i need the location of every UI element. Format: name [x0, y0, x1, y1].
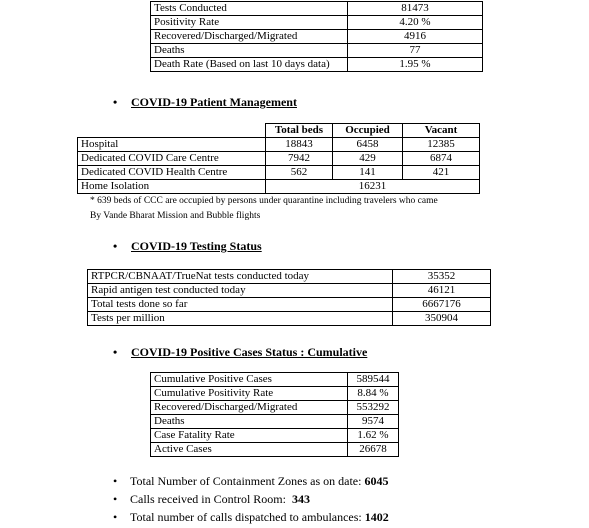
containment-zones-item [113, 474, 388, 489]
table-row [151, 387, 399, 401]
table-row [78, 180, 480, 194]
table-row [88, 270, 491, 284]
bullet-icon: • [113, 95, 118, 109]
table-row [151, 44, 483, 58]
empty-header-cell [78, 124, 266, 138]
total-beds-value: 562 [266, 166, 333, 180]
row-label: Active Cases [151, 443, 348, 457]
facility-label: Hospital [78, 138, 266, 152]
table-row [151, 373, 399, 387]
row-value: 9574 [348, 415, 399, 429]
row-value: 589544 [348, 373, 399, 387]
table-row [88, 284, 491, 298]
row-label: Tests per million [88, 312, 393, 326]
bullet-icon: • [113, 510, 118, 524]
column-header-occupied: Occupied [333, 124, 403, 138]
row-value: 350904 [393, 312, 491, 326]
row-label: Recovered/Discharged/Migrated [151, 30, 348, 44]
row-label: Death Rate (Based on last 10 days data) [151, 58, 348, 72]
row-value: 553292 [348, 401, 399, 415]
bullet-icon: • [113, 239, 118, 253]
section-heading-testing-status [113, 239, 262, 254]
item-text: Calls received in Control Room: [130, 492, 292, 506]
column-header-vacant: Vacant [403, 124, 480, 138]
table-row [88, 298, 491, 312]
row-value: 4.20 % [348, 16, 483, 30]
row-label: RTPCR/CBNAAT/TrueNat tests conducted today [88, 270, 393, 284]
heading-text: COVID-19 Testing Status [131, 239, 262, 253]
row-value: 1.95 % [348, 58, 483, 72]
total-beds-value: 7942 [266, 152, 333, 166]
occupied-value: 141 [333, 166, 403, 180]
vacant-value: 12385 [403, 138, 480, 152]
table-row [151, 16, 483, 30]
item-value: 1402 [364, 510, 389, 524]
positive-cases-table [150, 372, 399, 457]
table-row [78, 152, 480, 166]
row-value: 46121 [393, 284, 491, 298]
control-room-calls-item [113, 492, 310, 507]
heading-text: COVID-19 Positive Cases Status : Cumulative [131, 345, 368, 359]
total-beds-value: 18843 [266, 138, 333, 152]
table-row [151, 415, 399, 429]
facility-label: Dedicated COVID Care Centre [78, 152, 266, 166]
row-label: Total tests done so far [88, 298, 393, 312]
row-value: 77 [348, 44, 483, 58]
column-header-total-beds: Total beds [266, 124, 333, 138]
row-label: Cumulative Positive Cases [151, 373, 348, 387]
section-heading-patient-management [113, 95, 297, 110]
occupied-value: 6458 [333, 138, 403, 152]
section-heading-positive-cases [113, 345, 367, 360]
row-label: Recovered/Discharged/Migrated [151, 401, 348, 415]
bullet-icon: • [113, 474, 118, 488]
item-value: 343 [291, 492, 310, 506]
facility-label: Dedicated COVID Health Centre [78, 166, 266, 180]
row-value: 26678 [348, 443, 399, 457]
row-label: Cumulative Positivity Rate [151, 387, 348, 401]
patient-management-table [77, 123, 480, 194]
table-row [151, 30, 483, 44]
row-label: Positivity Rate [151, 16, 348, 30]
row-value: 1.62 % [348, 429, 399, 443]
table-row [88, 312, 491, 326]
testing-status-table [87, 269, 491, 326]
heading-text: COVID-19 Patient Management [131, 95, 297, 109]
occupied-value: 429 [333, 152, 403, 166]
table-row [151, 443, 399, 457]
item-text: Total number of calls dispatched to ambulances: [130, 510, 365, 524]
footnote [90, 194, 438, 224]
row-label: Deaths [151, 415, 348, 429]
table-row [78, 138, 480, 152]
row-value: 4916 [348, 30, 483, 44]
vacant-value: 421 [403, 166, 480, 180]
row-label: Deaths [151, 44, 348, 58]
summary-table-top [150, 1, 483, 72]
table-row [151, 429, 399, 443]
row-value: 6667176 [393, 298, 491, 312]
row-label: Rapid antigen test conducted today [88, 284, 393, 298]
vacant-value: 6874 [403, 152, 480, 166]
table-row [151, 58, 483, 72]
table-row [78, 166, 480, 180]
home-isolation-value: 16231 [266, 180, 480, 194]
row-value: 81473 [348, 2, 483, 16]
bullet-icon: • [113, 492, 118, 506]
row-value: 8.84 % [348, 387, 399, 401]
item-text: Total Number of Containment Zones as on date: [130, 474, 365, 488]
row-label: Tests Conducted [151, 2, 348, 16]
item-value: 6045 [364, 474, 389, 488]
ambulance-calls-item [113, 510, 389, 525]
row-label: Case Fatality Rate [151, 429, 348, 443]
table-row [151, 2, 483, 16]
footnote-line: By Vande Bharat Mission and Bubble flights [90, 211, 261, 221]
bullet-icon: • [113, 345, 118, 359]
facility-label: Home Isolation [78, 180, 266, 194]
footnote-line: * 639 beds of CCC are occupied by persons under quarantine including travelers who came [90, 196, 438, 206]
row-value: 35352 [393, 270, 491, 284]
table-header-row [78, 124, 480, 138]
table-row [151, 401, 399, 415]
